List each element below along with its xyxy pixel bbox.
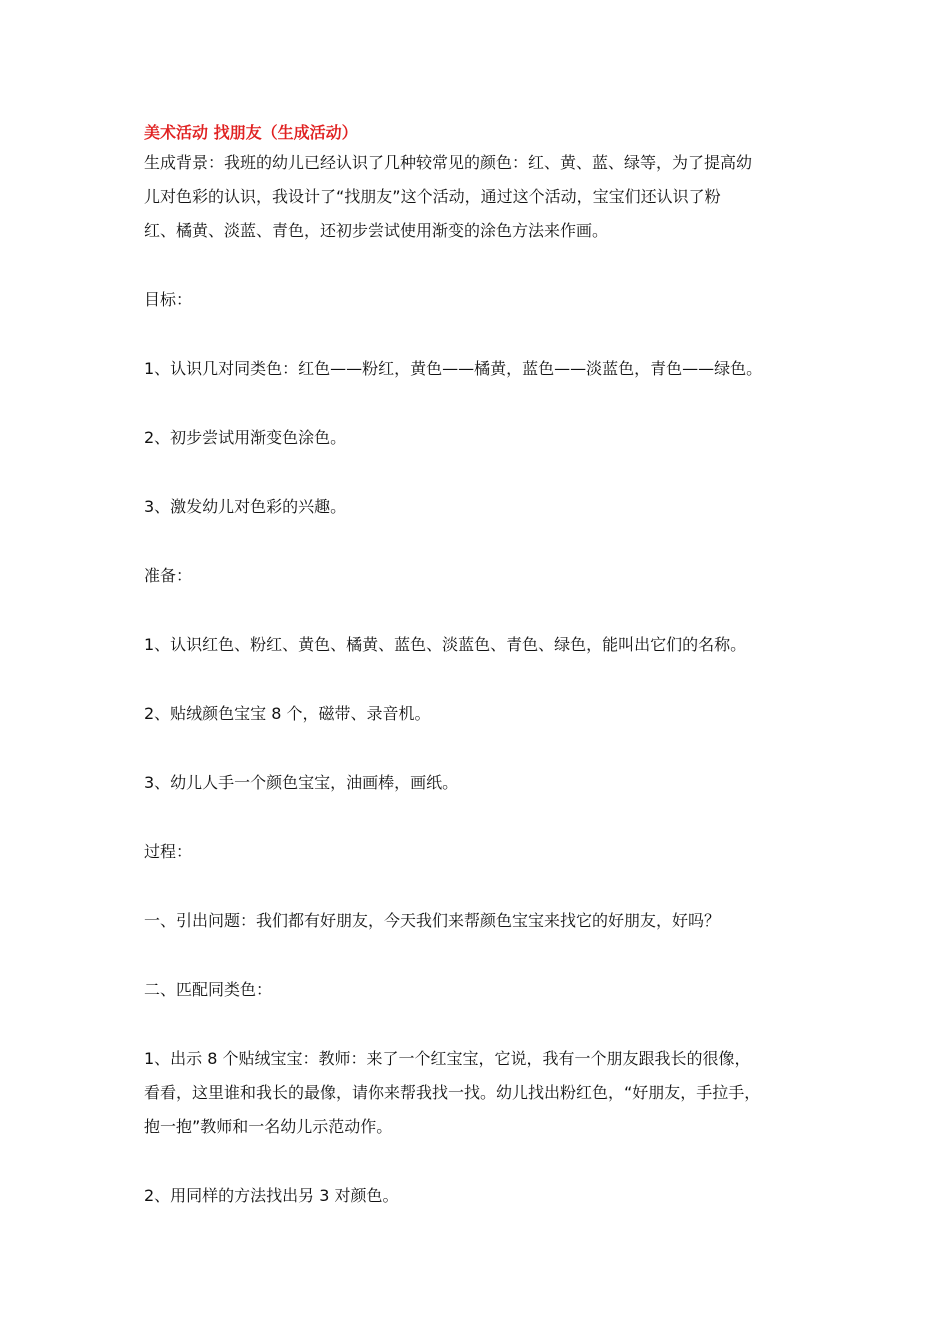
process-step-1: 一、引出问题：我们都有好朋友，今天我们来帮颜色宝宝来找它的好朋友，好吗？ (144, 911, 721, 930)
prep-item-2: 2、贴绒颜色宝宝 8 个，磁带、录音机。 (144, 704, 431, 723)
step2-item1-line-3: 抱一抱”教师和一名幼儿示范动作。 (144, 1117, 393, 1136)
background-line-1: 生成背景：我班的幼儿已经认识了几种较常见的颜色：红、黄、蓝、绿等，为了提高幼 (144, 153, 753, 172)
document-page (144, 120, 824, 1213)
prep-item-1: 1、认识红色、粉红、黄色、橘黄、蓝色、淡蓝色、青色、绿色，能叫出它们的名称。 (144, 635, 747, 654)
step2-item1-line-1: 1、出示 8 个贴绒宝宝：教师：来了一个红宝宝，它说，我有一个朋友跟我长的很像， (144, 1049, 751, 1068)
document-title: 美术活动 找朋友（生成活动） (144, 123, 358, 142)
process-heading: 过程： (144, 842, 193, 861)
goal-item-2: 2、初步尝试用渐变色涂色。 (144, 428, 347, 447)
background-line-3: 红、橘黄、淡蓝、青色，还初步尝试使用渐变的涂色方法来作画。 (144, 221, 609, 240)
goal-item-3: 3、激发幼儿对色彩的兴趣。 (144, 497, 347, 516)
goals-heading: 目标： (144, 290, 193, 309)
step2-item-2: 2、用同样的方法找出另 3 对颜色。 (144, 1186, 399, 1205)
prep-heading: 准备： (144, 566, 193, 585)
process-step-2: 二、匹配同类色： (144, 980, 273, 999)
step2-item1-line-2: 看看，这里谁和我长的最像，请你来帮我找一找。幼儿找出粉红色，“好朋友，手拉手， (144, 1083, 761, 1102)
goal-item-1: 1、认识几对同类色：红色——粉红，黄色——橘黄，蓝色——淡蓝色，青色——绿色。 (144, 359, 763, 378)
prep-item-3: 3、幼儿人手一个颜色宝宝，油画棒，画纸。 (144, 773, 459, 792)
background-line-2: 儿对色彩的认识，我设计了“找朋友”这个活动，通过这个活动，宝宝们还认识了粉 (144, 187, 721, 206)
